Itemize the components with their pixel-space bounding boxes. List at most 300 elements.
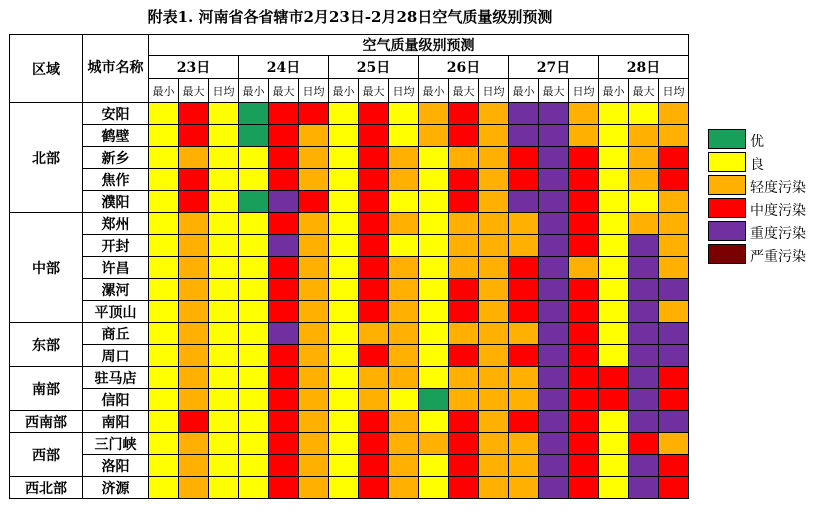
level-cell [239,279,269,301]
table-row [10,455,689,477]
table-row [10,411,689,433]
level-cell [659,125,689,147]
table-row [10,301,689,323]
level-cell [359,389,389,411]
level-cell [149,103,179,125]
level-cell [569,389,599,411]
level-cell [449,147,479,169]
level-cell [179,367,209,389]
level-cell [239,147,269,169]
table-row [10,389,689,411]
city-label: 驻马店 [83,367,149,389]
level-cell [629,323,659,345]
level-cell [419,323,449,345]
day-header: 28日 [599,56,689,79]
level-cell [569,257,599,279]
region-label: 南部 [10,367,83,411]
table-row [10,323,689,345]
level-cell [239,323,269,345]
level-cell [569,477,599,499]
region-label: 西部 [10,433,83,477]
level-cell [299,235,329,257]
level-cell [569,169,599,191]
level-cell [569,191,599,213]
level-cell [209,235,239,257]
level-cell [569,323,599,345]
level-cell [599,433,629,455]
level-cell [569,125,599,147]
level-cell [239,213,269,235]
level-cell [449,279,479,301]
stat-header: 最小 [419,79,449,103]
level-cell [419,411,449,433]
level-cell [149,389,179,411]
level-cell [299,301,329,323]
level-cell [659,345,689,367]
stat-header: 最大 [629,79,659,103]
city-label: 濮阳 [83,191,149,213]
legend-label: 轻度污染 [750,180,806,196]
level-cell [299,367,329,389]
level-cell [389,147,419,169]
level-cell [509,235,539,257]
level-cell [599,169,629,191]
level-cell [359,103,389,125]
city-label: 鹤壁 [83,125,149,147]
level-cell [299,147,329,169]
level-cell [299,323,329,345]
level-cell [599,125,629,147]
level-cell [419,279,449,301]
table-row [10,191,689,213]
legend-swatch [708,175,746,195]
level-cell [419,213,449,235]
level-cell [329,433,359,455]
level-cell [389,455,419,477]
region-label: 东部 [10,323,83,367]
level-cell [509,301,539,323]
stat-header: 最大 [449,79,479,103]
level-cell [209,389,239,411]
level-cell [419,301,449,323]
level-cell [449,389,479,411]
level-cell [599,279,629,301]
level-cell [479,323,509,345]
city-label: 开封 [83,235,149,257]
day-header: 25日 [329,56,419,79]
table-row [10,103,689,125]
level-cell [179,477,209,499]
level-cell [659,235,689,257]
level-cell [329,191,359,213]
level-cell [239,257,269,279]
table-row [10,213,689,235]
legend-swatch [708,198,746,218]
level-cell [149,433,179,455]
level-cell [629,103,659,125]
stat-header: 最小 [599,79,629,103]
level-cell [389,191,419,213]
level-cell [629,433,659,455]
level-cell [599,147,629,169]
table-row [10,367,689,389]
level-cell [179,301,209,323]
level-cell [209,411,239,433]
level-cell [569,213,599,235]
level-cell [329,389,359,411]
level-cell [539,411,569,433]
legend-label: 良 [750,157,764,173]
stat-header: 日均 [209,79,239,103]
level-cell [179,147,209,169]
level-cell [239,477,269,499]
level-cell [659,191,689,213]
level-cell [209,345,239,367]
level-cell [179,433,209,455]
level-cell [389,125,419,147]
level-cell [269,389,299,411]
level-cell [659,169,689,191]
stat-header: 最大 [539,79,569,103]
level-cell [659,257,689,279]
stat-header: 日均 [479,79,509,103]
level-cell [419,125,449,147]
level-cell [599,323,629,345]
level-cell [659,455,689,477]
level-cell [389,257,419,279]
level-cell [179,235,209,257]
level-cell [209,323,239,345]
level-cell [449,257,479,279]
level-cell [599,367,629,389]
table-row [10,147,689,169]
day-header: 26日 [419,56,509,79]
level-cell [449,235,479,257]
level-cell [419,433,449,455]
level-cell [389,323,419,345]
level-cell [599,191,629,213]
level-cell [179,103,209,125]
stat-header: 最大 [269,79,299,103]
level-cell [359,477,389,499]
level-cell [239,301,269,323]
level-cell [479,103,509,125]
level-cell [269,257,299,279]
region-label: 西南部 [10,411,83,433]
level-cell [599,235,629,257]
level-cell [329,279,359,301]
level-cell [539,323,569,345]
level-cell [149,191,179,213]
stat-header: 日均 [389,79,419,103]
table-row [10,169,689,191]
level-cell [389,301,419,323]
level-cell [239,125,269,147]
level-cell [149,279,179,301]
level-cell [329,213,359,235]
level-cell [629,235,659,257]
level-cell [599,345,629,367]
region-label: 中部 [10,213,83,323]
level-cell [449,345,479,367]
level-cell [179,389,209,411]
level-cell [149,477,179,499]
level-cell [599,389,629,411]
level-cell [539,345,569,367]
level-cell [179,191,209,213]
level-cell [179,411,209,433]
level-cell [329,345,359,367]
legend-swatch [708,152,746,172]
city-label: 济源 [83,477,149,499]
level-cell [209,257,239,279]
level-cell [569,433,599,455]
level-cell [269,279,299,301]
level-cell [329,367,359,389]
level-cell [329,257,359,279]
level-cell [269,433,299,455]
level-cell [629,367,659,389]
level-cell [509,433,539,455]
header-city: 城市名称 [83,35,149,103]
city-label: 焦作 [83,169,149,191]
level-cell [479,345,509,367]
level-cell [299,213,329,235]
level-cell [329,103,359,125]
level-cell [449,411,479,433]
city-label: 安阳 [83,103,149,125]
level-cell [419,235,449,257]
level-cell [479,125,509,147]
level-cell [239,411,269,433]
level-cell [509,257,539,279]
level-cell [449,301,479,323]
level-cell [659,389,689,411]
city-label: 洛阳 [83,455,149,477]
level-cell [329,455,359,477]
level-cell [629,279,659,301]
level-cell [659,367,689,389]
day-header: 24日 [239,56,329,79]
level-cell [659,301,689,323]
level-cell [419,389,449,411]
level-cell [449,125,479,147]
level-cell [269,345,299,367]
level-cell [299,455,329,477]
level-cell [569,411,599,433]
level-cell [479,455,509,477]
level-cell [149,169,179,191]
level-cell [539,367,569,389]
level-cell [149,301,179,323]
level-cell [539,191,569,213]
level-cell [299,345,329,367]
air-quality-forecast-table [9,34,689,499]
stat-header: 日均 [299,79,329,103]
level-cell [179,169,209,191]
level-cell [329,301,359,323]
level-cell [599,301,629,323]
level-cell [389,213,419,235]
level-cell [479,389,509,411]
level-cell [359,367,389,389]
level-cell [629,301,659,323]
level-cell [389,433,419,455]
level-cell [209,191,239,213]
level-cell [299,191,329,213]
level-cell [569,103,599,125]
level-cell [389,169,419,191]
level-cell [329,169,359,191]
level-cell [329,125,359,147]
level-cell [659,411,689,433]
level-cell [359,345,389,367]
stat-header: 日均 [569,79,599,103]
level-cell [479,147,509,169]
level-cell [659,477,689,499]
level-cell [629,257,659,279]
legend-label: 严重污染 [750,249,806,265]
level-cell [599,213,629,235]
level-cell [629,477,659,499]
stat-header: 最小 [329,79,359,103]
level-cell [509,169,539,191]
level-cell [209,455,239,477]
level-cell [269,191,299,213]
level-cell [479,235,509,257]
table-row [10,279,689,301]
level-cell [329,323,359,345]
level-cell [269,147,299,169]
level-cell [149,367,179,389]
table-row [10,257,689,279]
table-row [10,235,689,257]
level-cell [299,411,329,433]
level-cell [149,125,179,147]
level-cell [479,169,509,191]
level-cell [179,279,209,301]
level-cell [419,191,449,213]
table-header [10,35,689,103]
level-cell [299,257,329,279]
level-cell [479,411,509,433]
level-cell [299,477,329,499]
city-label: 郑州 [83,213,149,235]
level-cell [479,191,509,213]
level-cell [269,301,299,323]
level-cell [599,411,629,433]
level-cell [449,323,479,345]
legend-label: 重度污染 [750,226,806,242]
level-cell [359,125,389,147]
level-cell [629,147,659,169]
level-cell [299,169,329,191]
table-row [10,125,689,147]
header-forecast: 空气质量级别预测 [149,35,689,56]
level-cell [509,411,539,433]
stat-header: 最小 [149,79,179,103]
level-cell [269,411,299,433]
level-cell [329,147,359,169]
level-cell [359,455,389,477]
level-cell [419,103,449,125]
level-cell [359,257,389,279]
level-cell [629,213,659,235]
level-cell [629,345,659,367]
level-cell [419,455,449,477]
level-cell [239,103,269,125]
level-cell [239,169,269,191]
table-row [10,345,689,367]
level-cell [419,477,449,499]
level-cell [449,213,479,235]
level-cell [239,389,269,411]
level-cell [629,411,659,433]
legend-label: 优 [750,134,764,150]
level-cell [329,411,359,433]
level-cell [269,455,299,477]
legend-swatch [708,244,746,264]
level-cell [479,433,509,455]
level-cell [539,301,569,323]
level-cell [389,411,419,433]
city-label: 信阳 [83,389,149,411]
level-cell [239,367,269,389]
level-cell [209,213,239,235]
level-cell [209,125,239,147]
level-cell [449,103,479,125]
level-cell [209,477,239,499]
level-cell [239,345,269,367]
level-cell [539,433,569,455]
level-cell [659,323,689,345]
level-cell [599,455,629,477]
level-cell [359,411,389,433]
level-cell [509,213,539,235]
level-cell [269,323,299,345]
level-cell [479,301,509,323]
level-cell [569,147,599,169]
level-cell [149,411,179,433]
level-cell [209,279,239,301]
stat-header: 最大 [179,79,209,103]
level-cell [149,213,179,235]
level-cell [389,389,419,411]
level-cell [569,345,599,367]
level-cell [629,125,659,147]
level-cell [269,367,299,389]
level-cell [629,169,659,191]
level-cell [479,257,509,279]
level-cell [659,147,689,169]
level-cell [509,147,539,169]
level-cell [539,257,569,279]
legend-label: 中度污染 [750,203,806,219]
level-cell [149,455,179,477]
level-cell [569,279,599,301]
level-cell [389,103,419,125]
level-cell [209,169,239,191]
level-cell [299,279,329,301]
stat-header: 最小 [239,79,269,103]
city-label: 新乡 [83,147,149,169]
level-cell [509,125,539,147]
page-title: 附表1. 河南省各省辖市2月23日-2月28日空气质量级别预测 [147,8,553,26]
level-cell [209,147,239,169]
level-cell [539,279,569,301]
level-cell [509,389,539,411]
day-header: 23日 [149,56,239,79]
